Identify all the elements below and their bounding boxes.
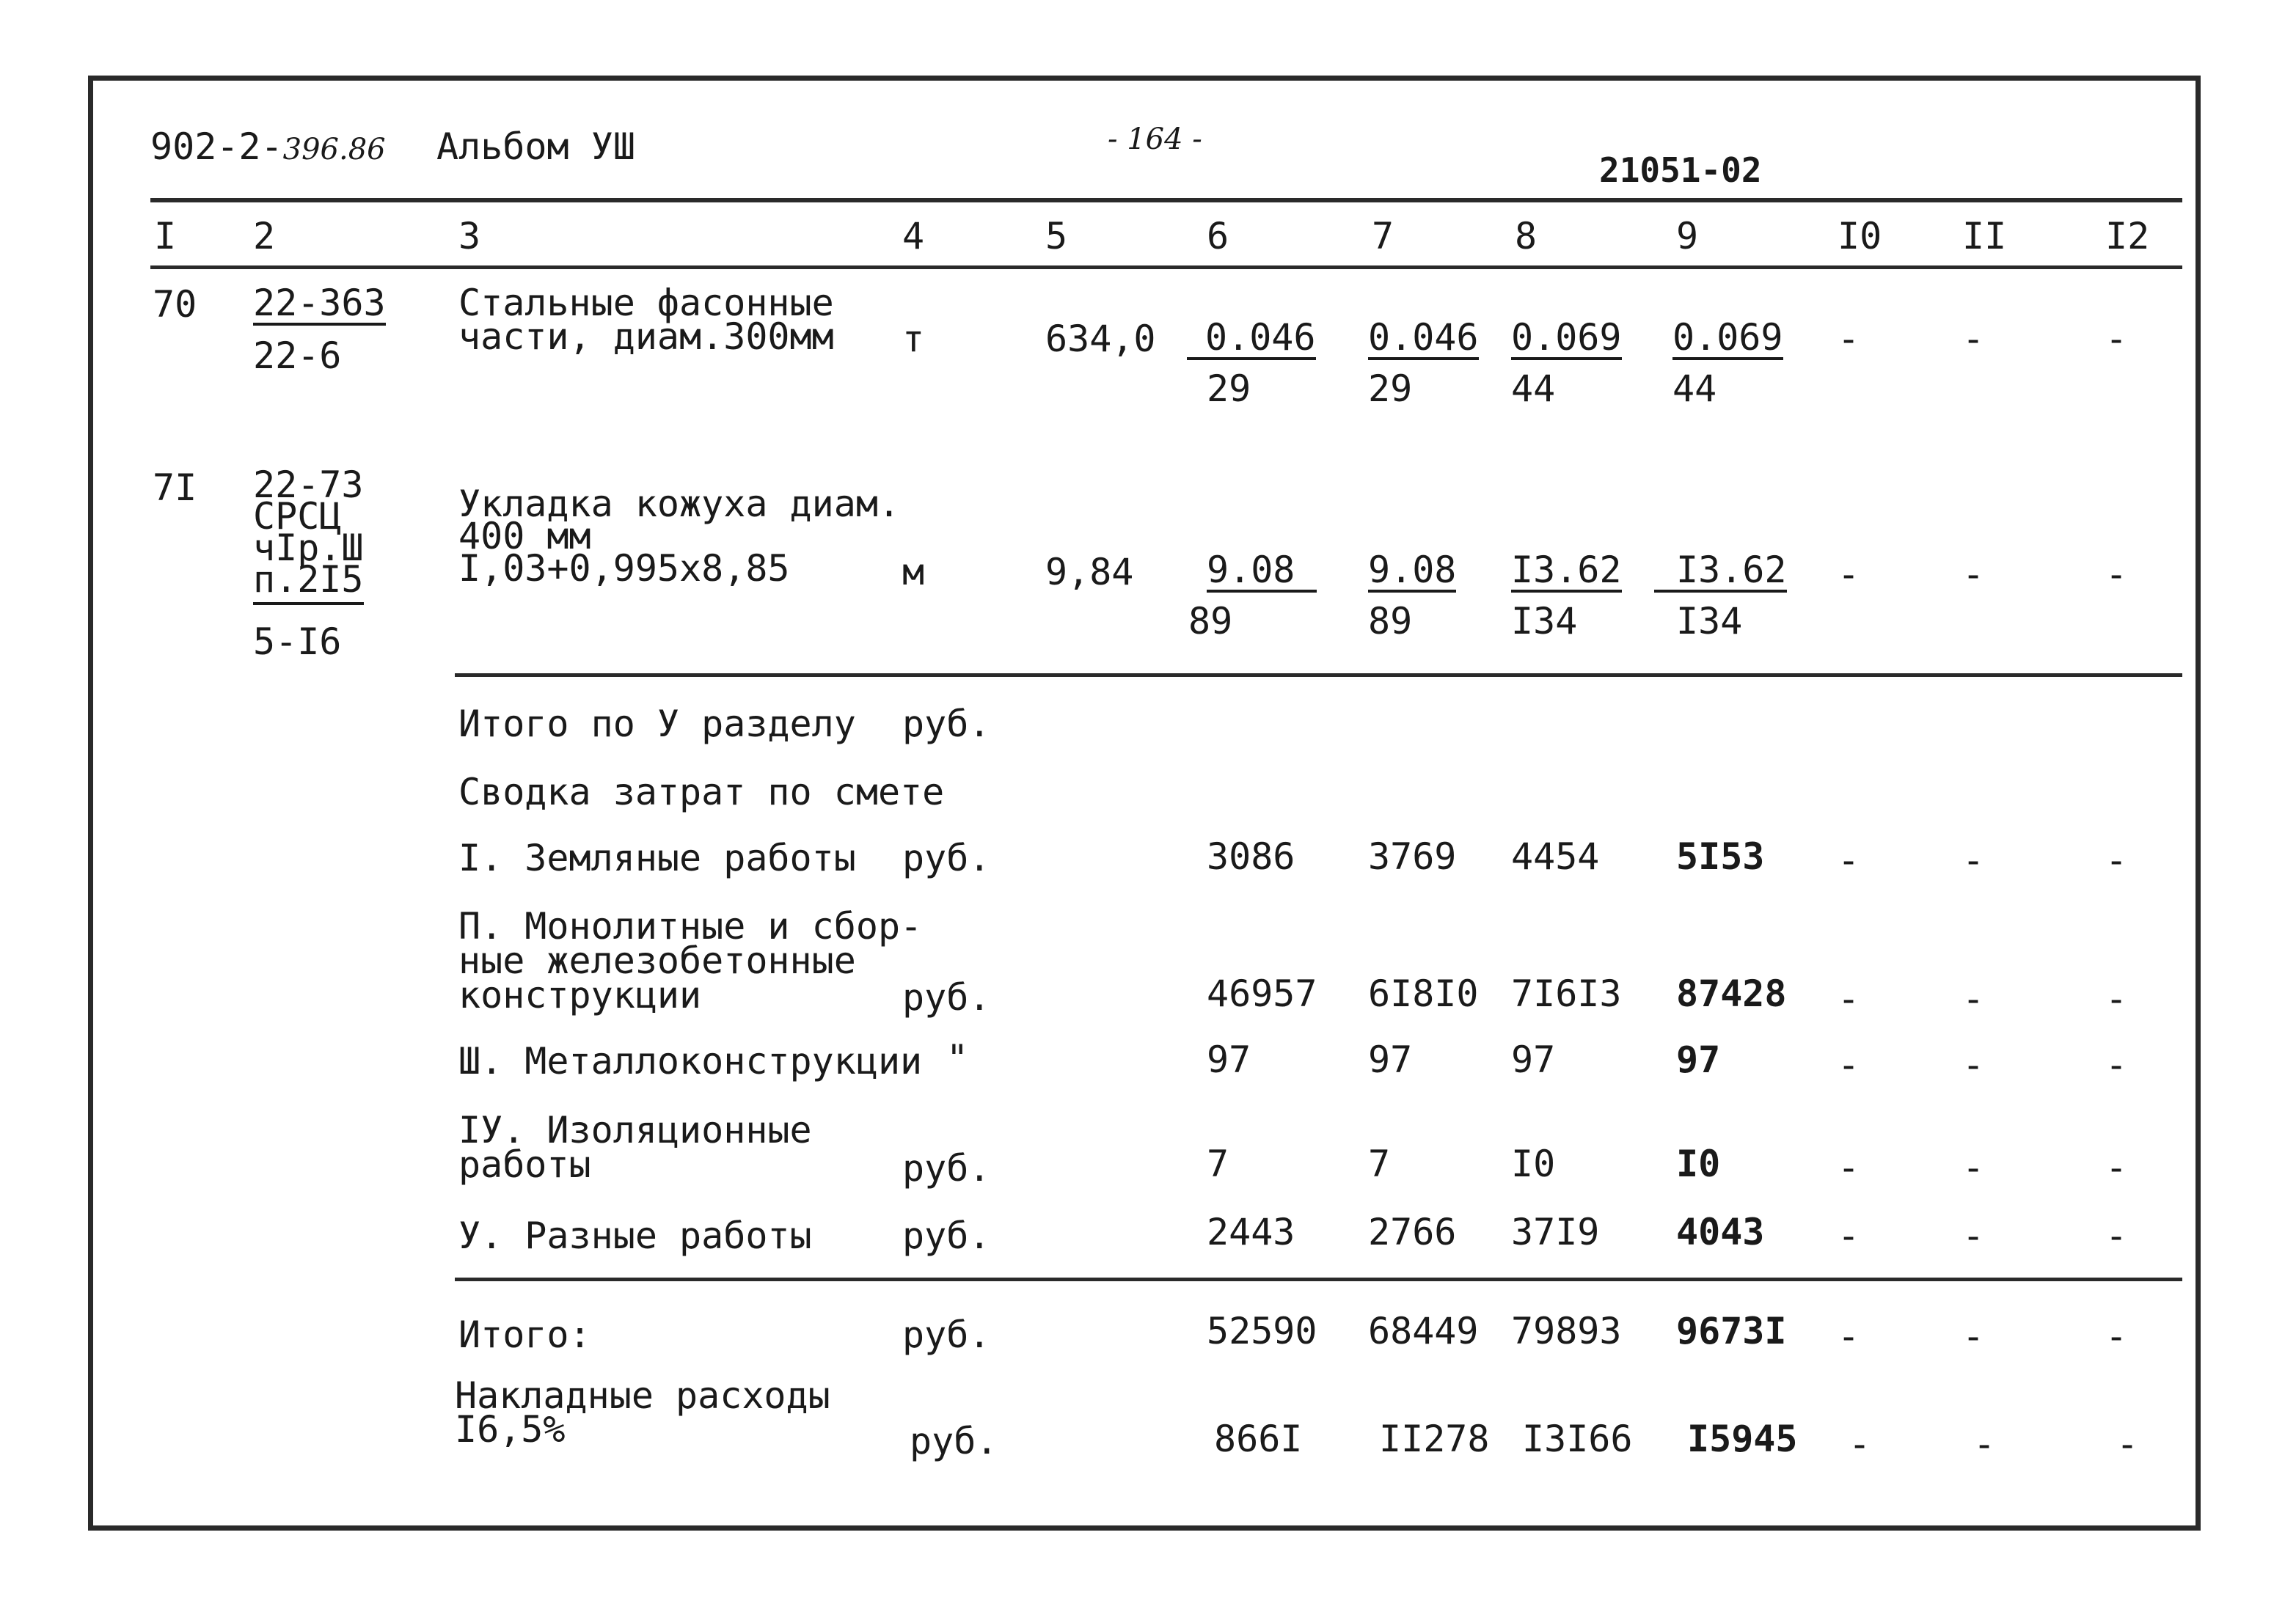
dash-cell: - [1962, 839, 1985, 882]
cost-value: 97 [1676, 1038, 1721, 1081]
col-header-10: I0 [1838, 215, 1882, 257]
dash-cell: - [2116, 1423, 2139, 1465]
cost-value: I0 [1676, 1143, 1721, 1185]
summary-label: I. Земляные работы [458, 837, 856, 879]
header-rule-bottom [150, 265, 2182, 269]
cost-value: 2766 [1368, 1211, 1457, 1253]
cost-value: 6I8I0 [1368, 972, 1479, 1015]
dash-cell: - [1962, 1044, 1985, 1086]
cost-value: I3.62 [1654, 552, 1787, 593]
cost-value: 68449 [1368, 1310, 1479, 1352]
section-total-label: Итого по У разделу [458, 703, 856, 745]
dash-cell: - [1962, 1146, 1985, 1189]
cost-value: 7 [1368, 1143, 1391, 1185]
cost-value: 97 [1207, 1038, 1251, 1081]
unit: руб. [910, 1420, 998, 1462]
cost-value: I3I66 [1522, 1418, 1633, 1460]
cost-value: 79893 [1511, 1310, 1622, 1352]
dash-cell: - [1962, 1315, 1985, 1358]
norm-code-secondary: 5-I6 [253, 620, 342, 663]
dash-cell: - [1962, 553, 1985, 596]
summary-label: IУ. Изоляционные работы [458, 1109, 812, 1186]
cost-value: 4454 [1511, 835, 1600, 878]
cost-value: 89 [1368, 600, 1413, 642]
quantity: 9,84 [1045, 551, 1134, 593]
dash-cell: - [2105, 1146, 2128, 1189]
row-description: Стальные фасонные части, диам.300мм [458, 282, 834, 358]
unit: т [902, 318, 925, 360]
dash-cell: - [1962, 978, 1985, 1020]
doc-number-prefix: 902-2- [150, 125, 283, 168]
header-rule-top [150, 198, 2182, 202]
page-number: - 164 - [1108, 122, 1202, 156]
col-header-1: I [154, 215, 177, 257]
dash-cell: - [1962, 1215, 1985, 1257]
section-rule [455, 673, 2182, 677]
summary-label: П. Монолитные и сбор- ные железобетонные конструкции [458, 905, 923, 1016]
cost-value: 7 [1207, 1143, 1229, 1185]
cost-value: 3769 [1368, 835, 1457, 878]
dash-cell: - [2105, 839, 2128, 882]
quantity: 634,0 [1045, 318, 1156, 360]
totals-rule [455, 1278, 2182, 1281]
col-header-6: 6 [1207, 215, 1229, 257]
col-header-5: 5 [1045, 215, 1068, 257]
cost-value: 5I53 [1676, 835, 1765, 878]
dash-cell: - [1838, 839, 1860, 882]
unit: руб. [902, 1314, 991, 1356]
cost-value: 0.046 [1368, 316, 1479, 359]
col-header-11: II [1962, 215, 2007, 257]
norm-code: 22-363 [253, 282, 386, 324]
unit: руб. [902, 703, 991, 745]
cost-value: I5945 [1687, 1418, 1798, 1460]
unit: руб. [902, 1215, 991, 1257]
row-number: 7I [153, 466, 197, 509]
unit: руб. [902, 837, 991, 879]
dash-cell: - [1838, 1146, 1860, 1189]
col-header-7: 7 [1372, 215, 1394, 257]
cost-value: I34 [1511, 600, 1578, 642]
cost-value: I34 [1676, 600, 1743, 642]
cost-value: 3086 [1207, 835, 1295, 878]
cost-value: 0.069 [1672, 316, 1783, 359]
cost-value: 0.046 [1187, 319, 1316, 360]
overhead-label: Накладные расходы I6,5% [455, 1374, 830, 1451]
dash-cell: - [1838, 978, 1860, 1020]
cost-value: I0 [1511, 1143, 1556, 1185]
dash-cell: - [2105, 1215, 2128, 1257]
cost-value: 29 [1368, 367, 1413, 410]
dash-cell: - [1838, 1315, 1860, 1358]
row-description: Укладка кожуха диам. 400 мм I,03+0,995x8,85 [458, 483, 901, 590]
norm-code-secondary: 22-6 [253, 334, 342, 377]
dash-cell: - [2105, 318, 2128, 360]
cost-value: 97 [1368, 1038, 1413, 1081]
summary-label: У. Разные работы [458, 1215, 812, 1257]
summary-label: Ш. Металлоконструкции [458, 1040, 923, 1082]
cost-value: 44 [1511, 367, 1556, 410]
page-frame [88, 76, 2201, 1531]
col-header-4: 4 [902, 215, 925, 257]
cost-value: 87428 [1676, 972, 1787, 1015]
col-header-2: 2 [253, 215, 276, 257]
cost-value: 866I [1214, 1418, 1303, 1460]
cost-value: 44 [1672, 367, 1717, 410]
dash-cell: - [1962, 318, 1985, 360]
cost-value: 9.08 [1368, 549, 1457, 591]
dash-cell: - [1849, 1423, 1871, 1465]
cost-value: 97 [1511, 1038, 1556, 1081]
dash-cell: - [2105, 978, 2128, 1020]
cost-value: 2443 [1207, 1211, 1295, 1253]
cost-value: 29 [1207, 367, 1251, 410]
dash-cell: - [2105, 1044, 2128, 1086]
cost-value: 4043 [1676, 1211, 1765, 1253]
norm-code: 22-73 СРСЦ чIр.Ш п.2I5 [253, 469, 364, 596]
dash-cell: - [1838, 318, 1860, 360]
doc-number [150, 125, 386, 168]
ditto-mark: " [946, 1037, 969, 1080]
cost-value: 0.069 [1511, 316, 1622, 359]
unit: руб. [902, 1147, 991, 1190]
summary-heading: Сводка затрат по смете [458, 771, 945, 813]
col-header-3: 3 [458, 215, 481, 257]
row-number: 70 [153, 283, 197, 326]
cost-value: 9673I [1676, 1310, 1787, 1352]
col-header-12: I2 [2105, 215, 2150, 257]
col-header-8: 8 [1515, 215, 1538, 257]
cost-value: 9.08 [1207, 552, 1317, 593]
cost-value: II278 [1379, 1418, 1490, 1460]
unit: м [902, 551, 925, 593]
dash-cell: - [1838, 1044, 1860, 1086]
dash-cell: - [1838, 553, 1860, 596]
archive-stamp: 21051-02 [1599, 150, 1762, 190]
cost-value: 37I9 [1511, 1211, 1600, 1253]
dash-cell: - [2105, 1315, 2128, 1358]
cost-value: I3.62 [1511, 549, 1622, 591]
album-label: Альбом УШ [436, 125, 635, 168]
cost-value: 46957 [1207, 972, 1317, 1015]
cost-value: 89 [1188, 600, 1233, 642]
dash-cell: - [2105, 553, 2128, 596]
doc-number-suffix: 396.86 [282, 133, 386, 166]
col-header-9: 9 [1676, 215, 1699, 257]
dash-cell: - [1838, 1215, 1860, 1257]
cost-value: 52590 [1207, 1310, 1317, 1352]
cost-value: 7I6I3 [1511, 972, 1622, 1015]
dash-cell: - [1973, 1423, 1996, 1465]
total-label: Итого: [458, 1314, 591, 1356]
unit: руб. [902, 976, 991, 1019]
